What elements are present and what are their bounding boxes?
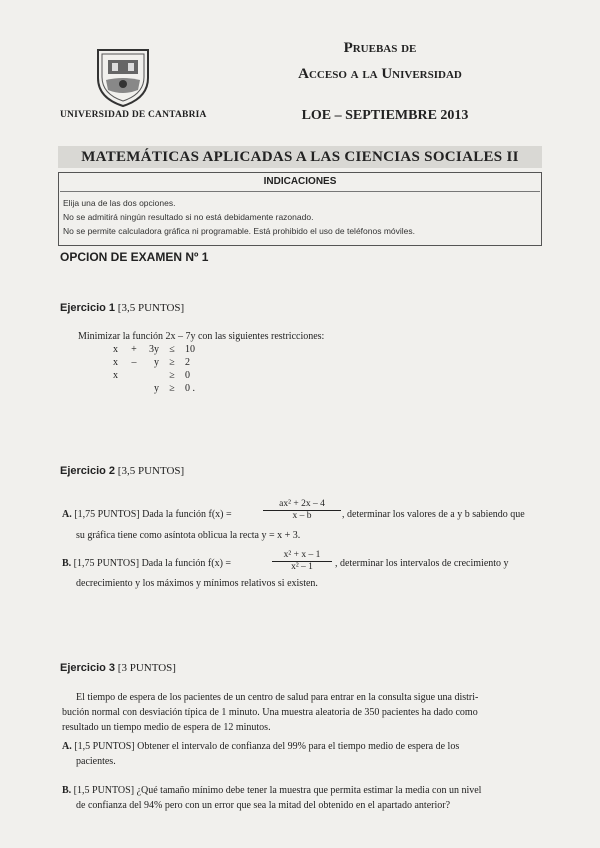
exercise-2a-points: [1,75 PUNTOS] xyxy=(74,509,140,520)
exercise-2b-fraction: x² + x – 1 x² – 1 xyxy=(272,550,332,572)
instructions-divider xyxy=(60,191,540,192)
exercise-2a-line1: A. [1,75 PUNTOS] Dada la función f(x) = xyxy=(62,509,232,520)
constraint-row: x ≥ 0 xyxy=(113,370,190,381)
instruction-item: Elija una de las dos opciones. xyxy=(63,198,176,208)
exercise-2-points: [3,5 PUNTOS] xyxy=(117,465,185,477)
university-name: UNIVERSIDAD DE CANTABRIA xyxy=(60,110,207,120)
exercise-2b-points: [1,75 PUNTOS] xyxy=(73,558,140,569)
exercise-2b-line2: decrecimiento y los máximos y mínimos relativos si existen. xyxy=(76,578,318,589)
exercise-2-title: Ejercicio 2 xyxy=(60,465,116,477)
exercise-2-heading xyxy=(60,465,184,477)
instructions-title: INDICACIONES xyxy=(263,176,337,187)
instruction-item: No se admitirá ningún resultado si no está debidamente razonado. xyxy=(63,212,314,222)
exercise-3-intro: El tiempo de espera de los pacientes de un centro de salud para entrar en la consulta sigue una distri- bución normal con desviación típica de 1 minuto. Una muestra aleatoria de 350 pacientes ha dado como resultado un tiempo medio de espera de 12 minutos. xyxy=(62,692,479,733)
exercise-2a-line2: su gráfica tiene como asíntota oblicua la recta y = x + 3. xyxy=(76,530,301,541)
constraint-row: x + 3y ≤ 10 xyxy=(113,344,195,355)
exercise-3b: B. [1,5 PUNTOS] ¿Qué tamaño mínimo debe tener la muestra que permita estimar la media con un nivel de confianza del 94% pero con un error que sea la mitad del obtenido en el apartado anterior? xyxy=(62,785,482,811)
exam-session: LOE – SEPTIEMBRE 2013 xyxy=(301,108,469,123)
exercise-3a: A. [1,5 PUNTOS] Obtener el intervalo de confianza del 99% para el tiempo medio de espera de los pacientes. xyxy=(62,741,460,767)
instruction-item: No se permite calculadora gráfica ni programable. Está prohibido el uso de teléfonos móviles. xyxy=(63,226,415,236)
exercise-2b-line1: B. [1,75 PUNTOS] Dada la función f(x) = xyxy=(62,558,232,569)
exercise-2a-text-after: , determinar los valores de a y b sabiendo que xyxy=(342,509,525,520)
exam-title-line2: Acceso a la Universidad xyxy=(298,66,462,82)
exercise-1-heading xyxy=(60,302,184,314)
exercise-3-points: [3 PUNTOS] xyxy=(117,662,176,674)
constraints-table xyxy=(112,343,196,395)
exercise-3-heading xyxy=(60,662,176,674)
exercise-1-statement: Minimizar la función 2x – 7y con las siguientes restricciones: xyxy=(78,331,325,342)
exercise-3-title: Ejercicio 3 xyxy=(60,662,116,674)
exercise-3a-points: [1,5 PUNTOS] xyxy=(74,741,135,752)
constraint-row: x – y ≥ 2 xyxy=(113,357,190,368)
exercise-1-title: Ejercicio 1 xyxy=(60,302,116,314)
option-title: OPCION DE EXAMEN Nº 1 xyxy=(60,250,209,264)
exercise-1-points: [3,5 PUNTOS] xyxy=(117,302,185,314)
exam-title-line1: Pruebas de xyxy=(343,40,417,56)
university-crest-icon xyxy=(92,44,154,108)
subject-title: MATEMÁTICAS APLICADAS A LAS CIENCIAS SOCIALES II xyxy=(81,149,519,165)
constraint-row: y ≥ 0 . xyxy=(154,383,195,394)
exercise-2b-text-after: , determinar los intervalos de crecimiento y xyxy=(335,558,509,569)
exercise-2a-fraction: ax² + 2x – 4 x – b xyxy=(263,499,341,521)
exercise-3b-points: [1,5 PUNTOS] xyxy=(73,785,135,796)
